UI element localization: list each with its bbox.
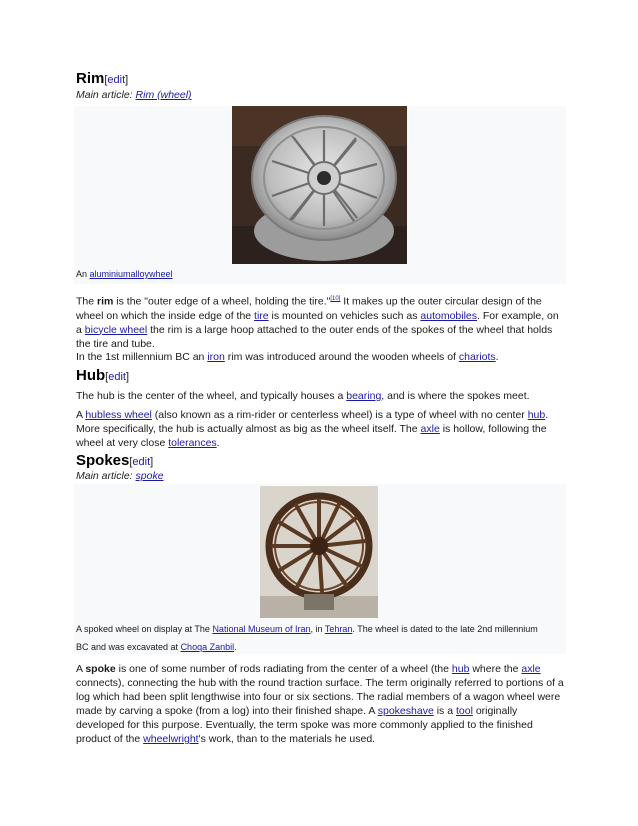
axle-link-2[interactable]: axle (521, 663, 541, 675)
wheelwright-link[interactable]: wheelwright (143, 733, 199, 745)
choqa-zanbil-link[interactable]: Choqa Zanbil (180, 642, 235, 652)
rim-caption: An aluminiumalloywheel (76, 269, 173, 279)
rim-paragraph-2: In the 1st millennium BC an iron rim was introduced around the wooden wheels of chariots. (76, 351, 499, 363)
hub-edit-link[interactable]: edit (108, 371, 126, 383)
hub-heading-text: Hub (76, 367, 106, 384)
hub-link-2[interactable]: hub (451, 663, 470, 675)
spokeshave-link[interactable]: spokeshave (377, 705, 434, 717)
spokes-heading: Spokes[edit] (76, 452, 154, 469)
hubless-wheel-link[interactable]: hubless wheel (85, 409, 152, 421)
rim-figure (74, 106, 566, 284)
axle-link[interactable]: axle (420, 423, 440, 435)
spokes-main-article-link[interactable]: spoke (135, 470, 164, 482)
tehran-link[interactable]: Tehran (324, 624, 353, 634)
tool-link[interactable]: tool (455, 705, 473, 717)
spokes-figure (74, 484, 566, 654)
rim-ref-link[interactable]: [10] (330, 296, 341, 302)
rim-paragraph-1: The rim is the "outer edge of a wheel, holding the tire."[10] It makes up the outer circular design of the wheel on which the inside edge of the tire is mounted on vehicles such as automobiles. For example, on a bicycle wheel the rim is a large hoop attached to the outer ends of the spokes of the wheel that holds the tire and tube. (76, 295, 559, 350)
spokes-caption-line-2: BC and was excavated at Choqa Zanbil. (76, 642, 237, 652)
chariots-link[interactable]: chariots (458, 351, 496, 363)
spokes-heading-text: Spokes (76, 452, 130, 469)
spokes-caption: A spoked wheel on display at The National Museum of Iran, in Tehran. The wheel is dated to the late 2nd millennium (76, 624, 538, 634)
rim-main-article-link[interactable]: Rim (wheel) (135, 89, 192, 101)
iron-link[interactable]: iron (207, 351, 225, 363)
hub-paragraph-2: A hubless wheel (also known as a rim-rider or centerless wheel) is a type of wheel with no center hub. More specifically, the hub is actually almost as big as the wheel itself. The axle is hollow, following the wheel at very close tolerances. (76, 409, 549, 449)
national-museum-of-iran-link[interactable]: National Museum of Iran (212, 624, 311, 634)
spokes-main-article: Main article: spoke (76, 470, 164, 482)
bearing-link[interactable]: bearing (346, 390, 382, 402)
rim-heading-text: Rim (76, 70, 105, 87)
hub-paragraph-1: The hub is the center of the wheel, and typically houses a bearing, and is where the spokes meet. (76, 390, 530, 402)
rim-heading: Rim[edit] (76, 70, 129, 87)
bicycle-wheel-link[interactable]: bicycle wheel (84, 323, 148, 336)
wheel-link[interactable]: wheel (149, 269, 173, 279)
rim-main-article: Main article: Rim (wheel) (76, 89, 192, 101)
aluminium-link[interactable]: aluminium (89, 269, 131, 279)
tire-link[interactable]: tire (254, 309, 269, 322)
alloy-wheel-image (232, 106, 407, 264)
alloy-link[interactable]: alloy (130, 269, 150, 279)
hub-heading: Hub[edit] (76, 367, 130, 384)
spokes-edit-link[interactable]: edit (132, 456, 151, 468)
rim-edit-link[interactable]: edit (107, 74, 126, 86)
automobiles-link[interactable]: automobiles (420, 309, 478, 322)
hub-link[interactable]: hub (527, 409, 546, 421)
spoked-wheel-image (260, 486, 378, 618)
tolerances-link[interactable]: tolerances (168, 437, 217, 449)
spokes-paragraph-1: A spoke is one of some number of rods radiating from the center of a wheel (the hub where the axle connects), connecting the hub with the round traction surface. The term originally referred to portions of a log which had been split lengthwise into four or six sections. The radial members of a wagon wheel were made by carving a spoke (from a log) into their finished shape. A spokeshave is a tool originally developed for this purpose. Eventually, the term spoke was more commonly applied to the finished product of the wheelwright's work, than to the materials he used. (76, 663, 564, 745)
